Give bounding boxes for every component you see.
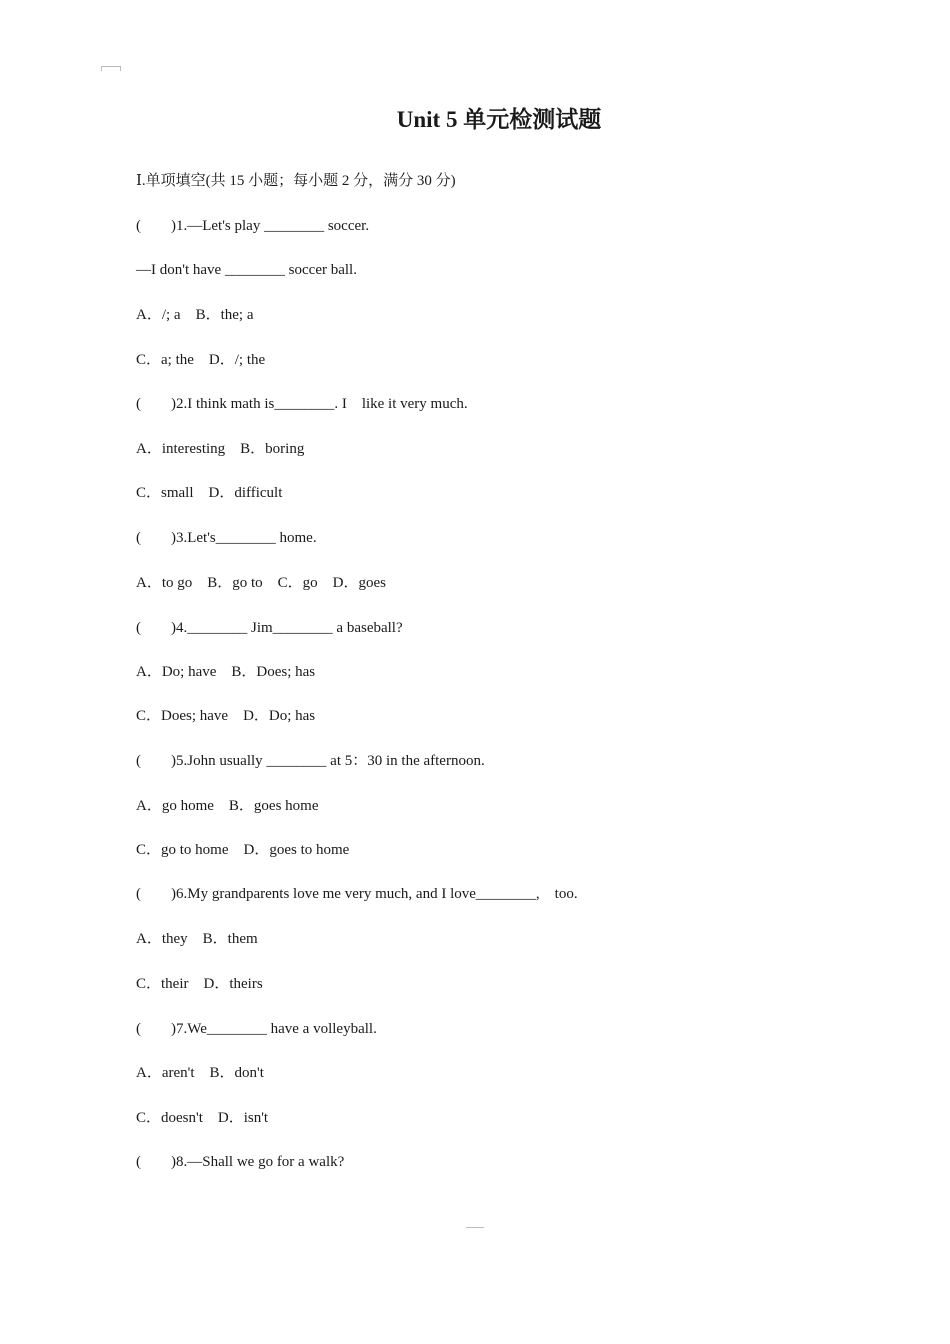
- question-7-options-cd: C．doesn't D．isn't: [136, 1110, 269, 1126]
- question-8-stem: ( )8.—Shall we go for a walk?: [136, 1154, 345, 1170]
- question-6-options-cd: C．their D．theirs: [136, 976, 263, 992]
- question-2-stem: ( )2.I think math is________. I like it very much.: [136, 396, 468, 412]
- question-4-options-ab: A．Do; have B．Does; has: [136, 664, 316, 680]
- question-7-options-ab: A．aren't B．don't: [136, 1065, 264, 1081]
- question-5-options-cd: C．go to home D．goes to home: [136, 842, 350, 858]
- page-title: Unit 5 单元检测试题: [396, 107, 602, 132]
- question-1-stem: ( )1.—Let's play ________ soccer.: [136, 218, 370, 234]
- question-7-stem: ( )7.We________ have a volleyball.: [136, 1021, 377, 1037]
- question-4-stem: ( )4.________ Jim________ a baseball?: [136, 620, 403, 636]
- question-2-options-cd: C．small D．difficult: [136, 485, 283, 501]
- footer-page-mark: [466, 1227, 484, 1228]
- section-heading: Ⅰ.单项填空(共 15 小题；每小题 2 分，满分 30 分): [136, 173, 456, 189]
- question-1-options-cd: C．a; the D．/; the: [136, 352, 266, 368]
- question-3-stem: ( )3.Let's________ home.: [136, 530, 317, 546]
- corner-crop-mark: [101, 66, 121, 71]
- question-1-options-ab: A．/; a B．the; a: [136, 307, 254, 323]
- question-5-options-ab: A．go home B．goes home: [136, 798, 319, 814]
- question-1-stem-line-2: —I don't have ________ soccer ball.: [136, 262, 357, 278]
- question-4-options-cd: C．Does; have D．Do; has: [136, 708, 316, 724]
- question-3-options: A．to go B．go to C．go D．goes: [136, 575, 387, 591]
- question-5-stem: ( )5.John usually ________ at 5：30 in the afternoon.: [136, 753, 485, 769]
- question-6-stem: ( )6.My grandparents love me very much, and I love________, too.: [136, 886, 578, 902]
- question-6-options-ab: A．they B．them: [136, 931, 258, 947]
- question-2-options-ab: A．interesting B．boring: [136, 441, 305, 457]
